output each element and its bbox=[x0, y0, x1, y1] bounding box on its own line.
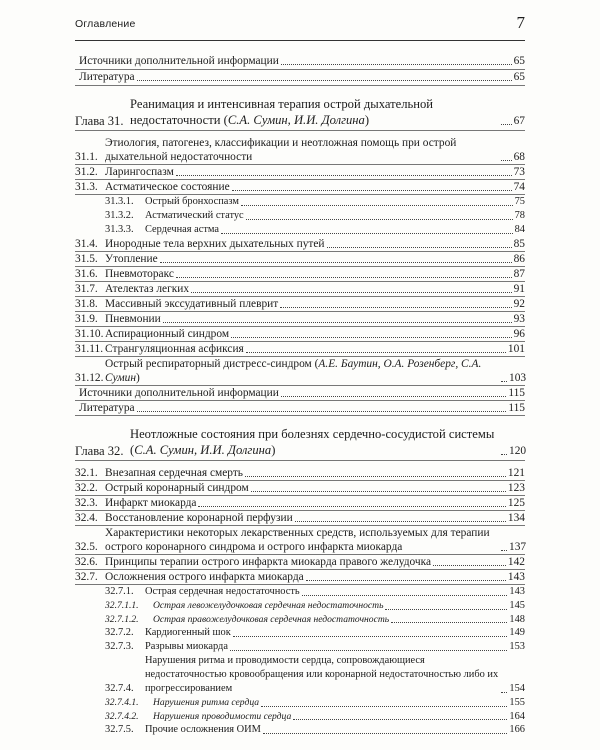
toc-entry-literature: Литература 65 bbox=[79, 71, 525, 83]
dot-leader bbox=[501, 549, 507, 551]
dot-leader bbox=[433, 564, 506, 566]
toc-entry bbox=[75, 496, 525, 510]
section-title: Утопление bbox=[105, 253, 158, 265]
toc-entry bbox=[75, 511, 525, 525]
section-page: 143 bbox=[507, 571, 525, 583]
dot-leader bbox=[280, 306, 511, 308]
dot-leader bbox=[251, 490, 506, 492]
section-page: 87 bbox=[513, 268, 525, 280]
toc-entry-31-12: 31.12. Острый респираторный дистресс-синдром (А.Е. Баутин, О.А. Розенберг, С.А. Сумин) 103 bbox=[75, 358, 527, 384]
section-number: 31.3.3. bbox=[105, 224, 134, 235]
section-number: 31.5. bbox=[75, 253, 98, 265]
dot-leader bbox=[501, 123, 512, 125]
section-title: Восстановление коронарной перфузии bbox=[105, 512, 293, 524]
section-number: 32.1. bbox=[75, 467, 98, 479]
chapter-31-sections bbox=[75, 136, 525, 357]
dot-leader bbox=[241, 204, 513, 206]
toc-entry bbox=[75, 312, 525, 326]
dot-leader bbox=[231, 336, 512, 338]
dot-leader bbox=[245, 475, 506, 477]
section-number: 32.7. bbox=[75, 571, 98, 583]
chapter-title: Реанимация и интенсивная терапия острой дыхательной недостаточности ( bbox=[130, 97, 434, 127]
toc-entry bbox=[75, 180, 525, 194]
section-title: Острый коронарный синдром bbox=[105, 482, 249, 494]
chapter-32-sections bbox=[75, 466, 525, 737]
section-page: 134 bbox=[507, 512, 525, 524]
section-page: 75 bbox=[514, 196, 525, 207]
section-title: Ларингоспазм bbox=[105, 166, 174, 178]
section-authors: А.Е. Баутин, О.А. Розенберг, С.А. Сумин bbox=[105, 358, 482, 384]
section-page: 96 bbox=[513, 328, 525, 340]
toc-entry bbox=[75, 696, 525, 710]
toc-entry bbox=[75, 570, 525, 584]
section-title: Осложнения острого инфаркта миокарда bbox=[105, 571, 304, 583]
section-number: 31.4. bbox=[75, 238, 98, 250]
section-title: Пневмонии bbox=[105, 313, 161, 325]
section-title: Массивный экссудативный плеврит bbox=[105, 298, 279, 310]
section-number: 32.7.4.2. bbox=[105, 710, 139, 722]
section-number: 31.1. bbox=[75, 151, 98, 163]
dot-leader bbox=[198, 505, 505, 507]
running-header bbox=[75, 14, 525, 38]
section-title: Аспирационный синдром bbox=[105, 328, 230, 340]
dot-leader bbox=[501, 380, 507, 382]
section-number: 32.5. bbox=[75, 541, 98, 553]
section-page: 153 bbox=[509, 641, 525, 653]
section-title: Характеристики некоторых лекарственных средств, используемых для терапии острого коронарного синдрома и острого инфаркта миокарда bbox=[105, 527, 490, 553]
toc-entry bbox=[75, 267, 525, 281]
section-title: Пневмоторакс bbox=[105, 268, 174, 280]
chapter-label: Глава 31. bbox=[75, 114, 124, 128]
section-page: 86 bbox=[513, 253, 525, 265]
dot-leader bbox=[232, 189, 512, 191]
chapter-31-heading: Глава 31. Реанимация и интенсивная терапия острой дыхательной недостаточности (С.А. Сумин, И.И. Долгина) 67 bbox=[75, 97, 525, 128]
toc-entry bbox=[75, 297, 525, 311]
dot-leader bbox=[385, 608, 507, 610]
chapter-page: 67 bbox=[513, 115, 525, 127]
section-page: 84 bbox=[514, 224, 525, 235]
dot-leader bbox=[176, 174, 512, 176]
dot-leader bbox=[327, 246, 512, 248]
section-title: Нарушения ритма сердца bbox=[153, 697, 260, 709]
section-title: Инородные тела верхних дыхательных путей bbox=[105, 238, 325, 250]
section-number: 32.7.2. bbox=[105, 627, 134, 639]
toc-entry-sources: Источники дополнительной информации 115 bbox=[79, 387, 525, 399]
chapter-title: Неотложные состояния при болезнях сердечно-сосудистой системы ( bbox=[130, 427, 495, 457]
section-number: 31.6. bbox=[75, 268, 98, 280]
section-number: 31.2. bbox=[75, 166, 98, 178]
section-number: 32.2. bbox=[75, 482, 98, 494]
chapter-authors: С.А. Сумин, И.И. Долгина bbox=[134, 443, 272, 457]
dot-leader bbox=[281, 63, 512, 65]
section-page: 143 bbox=[509, 586, 525, 597]
toc-entry bbox=[75, 282, 525, 296]
section-page: 68 bbox=[513, 151, 525, 163]
toc-entry bbox=[75, 209, 525, 223]
dot-leader bbox=[246, 351, 506, 353]
section-page: 125 bbox=[507, 497, 525, 509]
section-number: 31.10. bbox=[75, 328, 104, 340]
section-page: 85 bbox=[513, 238, 525, 250]
section-title: Инфаркт миокарда bbox=[105, 497, 197, 509]
dot-leader bbox=[137, 79, 512, 81]
section-page: 121 bbox=[507, 467, 525, 479]
section-title: Внезапная сердечная смерть bbox=[105, 467, 243, 479]
section-number: 31.8. bbox=[75, 298, 98, 310]
chapter-label: Глава 32. bbox=[75, 444, 124, 458]
toc-entry bbox=[75, 710, 525, 724]
section-page: 166 bbox=[509, 724, 525, 736]
toc-entry bbox=[75, 252, 525, 266]
dot-leader bbox=[137, 410, 507, 412]
toc-entry bbox=[75, 723, 525, 737]
toc-entry bbox=[75, 237, 525, 251]
section-number: 32.7.1. bbox=[105, 586, 134, 597]
toc-entry bbox=[75, 481, 525, 495]
section-title: Принципы терапии острого инфаркта миокарда правого желудочка bbox=[105, 556, 432, 568]
toc-entry-sources: Источники дополнительной информации 65 bbox=[79, 55, 525, 67]
section-title: Прочие осложнения ОИМ bbox=[145, 724, 261, 736]
section-title: Странгуляционная асфиксия bbox=[105, 343, 244, 355]
dot-leader bbox=[501, 453, 507, 455]
dot-leader bbox=[233, 635, 508, 637]
dot-leader bbox=[230, 649, 507, 651]
toc-entry bbox=[75, 466, 525, 480]
section-title: Острая правожелудочковая сердечная недостаточность bbox=[153, 613, 390, 625]
section-number: 32.6. bbox=[75, 556, 98, 568]
toc-entry bbox=[75, 165, 525, 179]
section-number: 31.3.2. bbox=[105, 210, 134, 221]
table-of-contents bbox=[75, 54, 525, 737]
dot-leader bbox=[221, 232, 513, 234]
dot-leader bbox=[160, 261, 512, 263]
dot-leader bbox=[263, 732, 508, 734]
section-page: 148 bbox=[509, 613, 525, 625]
toc-entry bbox=[75, 640, 525, 654]
section-page: 137 bbox=[509, 541, 527, 553]
section-number: 31.7. bbox=[75, 283, 98, 295]
toc-entry bbox=[75, 136, 525, 164]
section-page: 142 bbox=[507, 556, 525, 568]
section-page: 154 bbox=[509, 683, 525, 695]
section-page: 74 bbox=[513, 181, 525, 193]
toc-entry bbox=[75, 599, 525, 613]
header-rule bbox=[75, 40, 525, 41]
section-title: Разрывы миокарда bbox=[145, 641, 228, 653]
page-number: 7 bbox=[516, 13, 525, 32]
section-title: Сердечная астма bbox=[145, 224, 220, 235]
chapter-page: 120 bbox=[509, 445, 527, 457]
section-number: 32.7.1.2. bbox=[105, 613, 139, 625]
section-page: 78 bbox=[514, 210, 525, 221]
section-page: 149 bbox=[509, 627, 525, 639]
section-page: 92 bbox=[513, 298, 525, 310]
dot-leader bbox=[295, 520, 506, 522]
toc-entry bbox=[75, 327, 525, 341]
section-page: 91 bbox=[513, 283, 525, 295]
toc-entry bbox=[75, 555, 525, 569]
toc-entry bbox=[75, 195, 525, 209]
dot-leader bbox=[306, 579, 506, 581]
section-title: Ателектаз легких bbox=[105, 283, 190, 295]
dot-leader bbox=[261, 705, 507, 707]
section-number: 31.3. bbox=[75, 181, 98, 193]
dot-leader bbox=[176, 276, 512, 278]
section-number: 32.4. bbox=[75, 512, 98, 524]
section-number: 31.9. bbox=[75, 313, 98, 325]
section-title: Нарушения ритма и проводимости сердца, сопровождающиеся недостаточностью кровообращения или коронарной недостаточностью либо их прогрессированием bbox=[145, 655, 499, 695]
chapter-32-heading: Глава 32. Неотложные состояния при болезнях сердечно-сосудистой системы (С.А. Сумин, И.И. Долгина) 120 bbox=[75, 427, 527, 458]
section-page: 123 bbox=[507, 482, 525, 494]
toc-entry bbox=[75, 613, 525, 627]
section-title: Нарушения проводимости сердца bbox=[153, 710, 292, 722]
dot-leader bbox=[501, 159, 512, 161]
section-title: Острая сердечная недостаточность bbox=[145, 586, 300, 597]
dot-leader bbox=[281, 395, 507, 397]
section-number: 32.7.4. bbox=[105, 683, 134, 695]
dot-leader bbox=[191, 291, 512, 293]
toc-entry bbox=[75, 654, 525, 696]
section-page: 101 bbox=[507, 343, 525, 355]
section-page: 93 bbox=[513, 313, 525, 325]
section-number: 32.7.1.1. bbox=[105, 600, 139, 611]
section-title: Острый бронхоспазм bbox=[145, 196, 239, 207]
toc-entry bbox=[75, 585, 525, 599]
toc-entry bbox=[75, 626, 525, 640]
toc-entry bbox=[75, 526, 525, 554]
section-number: 31.3.1. bbox=[105, 196, 134, 207]
toc-entry-literature: Литература 115 bbox=[79, 402, 525, 414]
section-page: 155 bbox=[509, 697, 525, 709]
dot-leader bbox=[246, 218, 513, 220]
header-title: Оглавление bbox=[75, 18, 136, 30]
section-number: 32.3. bbox=[75, 497, 98, 509]
section-number: 32.7.5. bbox=[105, 724, 134, 736]
section-title: Астматический статус bbox=[145, 210, 244, 221]
toc-entry bbox=[75, 223, 525, 237]
section-title: Кардиогенный шок bbox=[145, 627, 231, 639]
section-number: 32.7.4.1. bbox=[105, 697, 139, 709]
toc-entry bbox=[75, 342, 525, 356]
section-title: Астматическое состояние bbox=[105, 181, 230, 193]
section-title: Острая левожелудочковая сердечная недостаточность bbox=[153, 600, 384, 611]
dot-leader bbox=[302, 594, 508, 596]
section-number: 31.11. bbox=[75, 343, 104, 355]
section-title: Этиология, патогенез, классификации и неотложная помощь при острой дыхательной недостаточности bbox=[105, 137, 457, 163]
dot-leader bbox=[293, 718, 507, 720]
chapter-authors: С.А. Сумин, И.И. Долгина bbox=[227, 113, 365, 127]
section-page: 73 bbox=[513, 166, 525, 178]
dot-leader bbox=[391, 621, 507, 623]
section-number: 32.7.3. bbox=[105, 641, 134, 653]
section-page: 164 bbox=[509, 710, 525, 722]
dot-leader bbox=[501, 691, 507, 693]
dot-leader bbox=[163, 321, 512, 323]
section-page: 145 bbox=[509, 600, 525, 611]
